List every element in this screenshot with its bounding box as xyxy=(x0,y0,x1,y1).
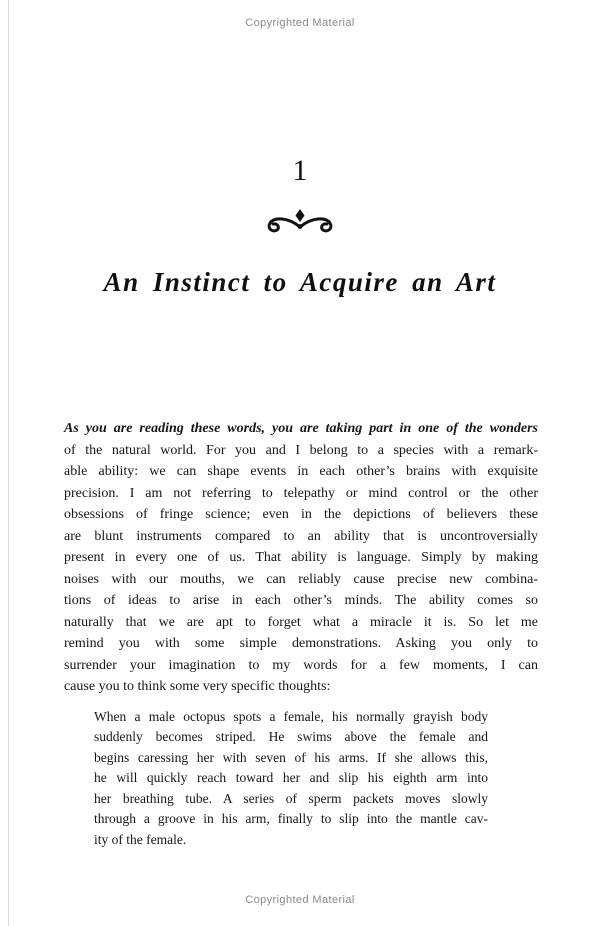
paragraph-lines xyxy=(64,440,538,698)
fleuron-ornament-icon xyxy=(0,206,600,238)
text-line: begins caressing her with seven of his arms. If she allows this, xyxy=(94,749,488,765)
chapter-number: 1 xyxy=(292,154,308,187)
octopus-blockquote xyxy=(94,707,488,851)
text-line: surrender your imagination to my words for a few moments, I can xyxy=(64,657,538,673)
text-line: of the natural world. For you and I belong to a species with a remark- xyxy=(64,442,538,458)
text-line: present in every one of us. That ability is language. Simply by making xyxy=(64,550,538,565)
text-line: tions of ideas to arise in each other’s minds. The ability comes so xyxy=(64,593,538,608)
text-line: he will quickly reach toward her and slip his eighth arm into xyxy=(94,770,488,785)
paragraph-lead-line: As you are reading these words, you are taking part in one of the wonders xyxy=(64,421,538,436)
text-line: When a male octopus spots a female, his normally grayish body xyxy=(94,708,488,724)
text-line: noises with our mouths, we can reliably cause precise new combina- xyxy=(64,571,538,587)
text-line: her breathing tube. A series of sperm packets moves slowly xyxy=(94,790,488,806)
text-line: precision. I am not referring to telepathy or mind control or the other xyxy=(64,485,538,501)
text-line: naturally that we are apt to forget what a miracle it is. So let me xyxy=(64,614,538,630)
text-line: obsessions of fringe science; even in the depictions of believers these xyxy=(64,507,538,522)
text-line: suddenly becomes striped. He swims above the female and xyxy=(94,729,488,744)
text-line: ity of the female. xyxy=(94,831,187,847)
opening-paragraph xyxy=(64,418,538,698)
scan-edge-line xyxy=(8,0,9,926)
text-line: through a groove in his arm, finally to slip into the mantle cav- xyxy=(94,811,488,826)
text-line: able ability: we can shape events in each other’s brains with exquisite xyxy=(64,464,538,479)
copyright-notice-top: Copyrighted Material xyxy=(245,17,355,29)
text-line: are blunt instruments compared to an ability that is uncontroversially xyxy=(64,528,538,544)
copyright-notice-bottom: Copyrighted Material xyxy=(245,894,355,906)
text-line: remind you with some simple demonstrations. Asking you only to xyxy=(64,636,538,651)
chapter-title: An Instinct to Acquire an Art xyxy=(103,267,497,297)
text-line: cause you to think some very specific thoughts: xyxy=(64,679,331,694)
